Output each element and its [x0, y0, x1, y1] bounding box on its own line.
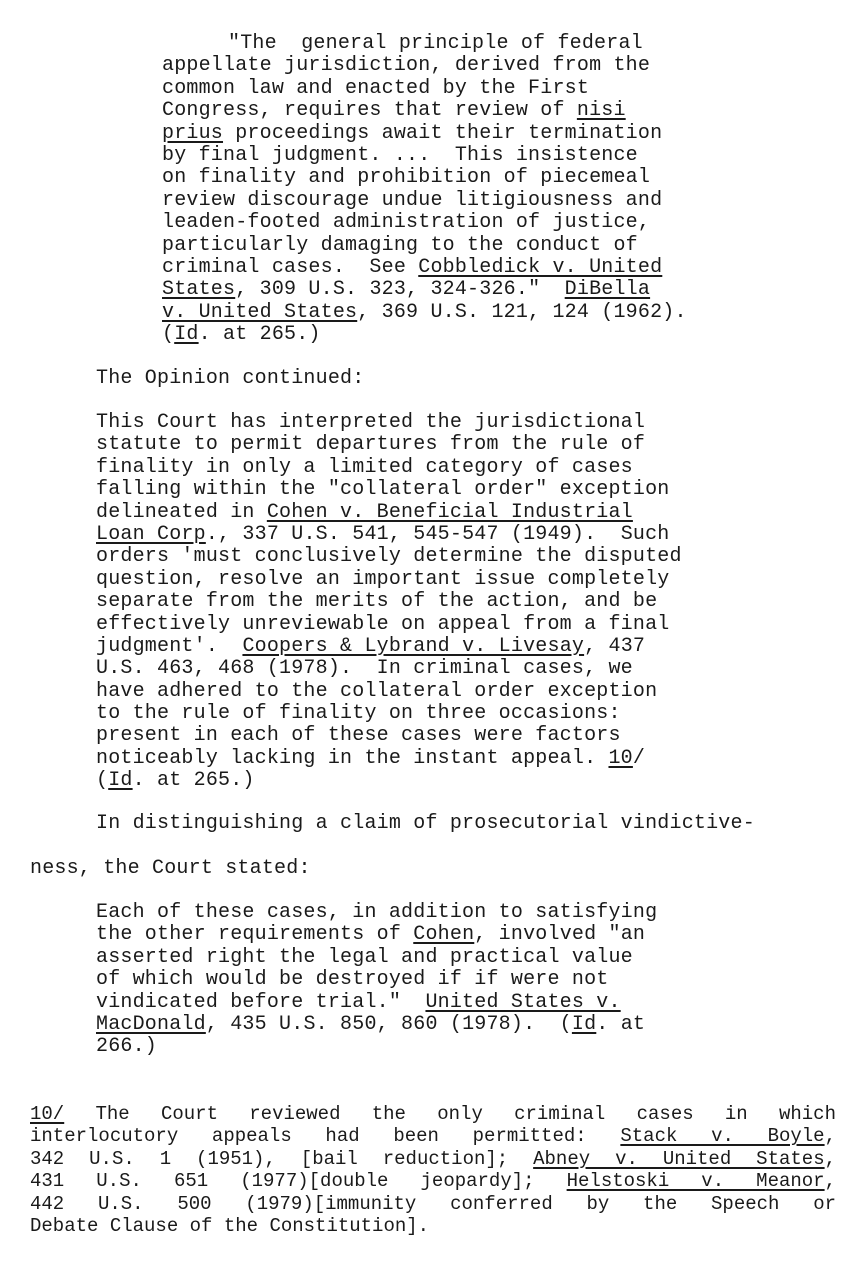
text-line — [162, 33, 687, 55]
text-run: , involved "an — [474, 923, 646, 947]
text-run: , 369 U.S. 121, 124 (1962). — [357, 300, 687, 324]
text-run: particularly damaging to the conduct of — [162, 233, 638, 257]
text-run: proceedings await their termination — [223, 121, 663, 145]
text-run: , — [824, 1125, 836, 1148]
text-run: appellate jurisdiction, derived from the — [162, 54, 651, 78]
text-run: separate from the merits of the action, and be — [96, 590, 658, 614]
text-line — [96, 969, 657, 991]
text-line — [96, 636, 682, 658]
text-run: statute to permit departures from the rule of — [96, 433, 646, 457]
text-run: question, resolve an important issue completely — [96, 567, 670, 591]
text-run: , — [824, 1170, 836, 1193]
underlined-term: prius — [162, 121, 224, 145]
text-line — [96, 748, 682, 770]
text-line — [30, 1193, 836, 1215]
text-run: ness, the Court stated: — [30, 856, 311, 880]
text-run: Each of these cases, in addition to satisfying — [96, 901, 658, 924]
id-reference: Id — [174, 323, 199, 347]
text-run: ( — [96, 769, 109, 793]
case-citation: Cohen — [413, 923, 475, 947]
text-line — [162, 235, 687, 257]
text-run: the other requirements of — [96, 923, 414, 947]
text-run: delineated in — [96, 500, 267, 524]
text-line — [96, 902, 657, 924]
case-citation: DiBella — [564, 278, 651, 302]
text-line — [96, 479, 682, 501]
text-line — [162, 55, 687, 77]
text-line — [162, 78, 687, 100]
text-run: . at 265.) — [132, 769, 255, 793]
text-line — [96, 591, 682, 613]
case-citation: v. United States — [162, 300, 358, 324]
text-run: 442 U.S. 500 (1979)[immunity conferred by the Speech or — [30, 1192, 836, 1215]
text-run: interlocutory appeals had been permitted: — [30, 1125, 621, 1148]
quote-block-3 — [96, 902, 657, 1059]
case-citation: Helstoski v. Meanor — [566, 1170, 825, 1193]
text-run: In distinguishing a claim of prosecutorial vindictive- — [96, 812, 755, 835]
text-run: of which would be destroyed if if were not — [96, 968, 609, 992]
text-run: review discourage undue litigiousness and — [162, 188, 663, 212]
text-line — [96, 703, 682, 725]
quote-block-1 — [162, 33, 687, 346]
text-run: The Court reviewed the only criminal cases in which — [64, 1103, 836, 1125]
text-run: , — [824, 1147, 836, 1170]
text-line — [96, 1036, 657, 1058]
case-citation: Stack v. Boyle — [620, 1125, 825, 1148]
footnote-marker: 10/ — [30, 1103, 65, 1125]
text-line — [96, 681, 682, 703]
case-citation: Loan Corp — [96, 522, 206, 546]
text-run: on finality and prohibition of piecemeal — [162, 166, 651, 190]
text-line — [96, 770, 682, 792]
text-line — [96, 658, 682, 680]
text-run: 342 U.S. 1 (1951), [bail reduction]; — [30, 1147, 534, 1170]
text-run: Debate Clause of the Constitution]. — [30, 1214, 430, 1237]
text-run: , 437 — [584, 634, 646, 658]
text-line — [96, 947, 657, 969]
paragraph-distinguishing — [30, 813, 755, 880]
text-run: This Court has interpreted the jurisdictional — [96, 411, 646, 434]
text-run: ., 337 U.S. 541, 545-547 (1949). Such — [205, 522, 670, 546]
text-line — [162, 324, 687, 346]
text-line — [162, 302, 687, 324]
text-line — [96, 546, 682, 568]
footnote-reference[interactable]: 10 — [608, 746, 633, 770]
case-citation: Cohen v. Beneficial Industrial — [266, 500, 633, 524]
text-run: . at — [596, 1012, 646, 1036]
text-run: , 309 U.S. 323, 324-326." — [235, 278, 565, 302]
text-line — [96, 457, 682, 479]
text-line — [162, 257, 687, 279]
text-line — [96, 502, 682, 524]
text-run: Congress, requires that review of — [162, 99, 577, 123]
text-line — [30, 813, 755, 835]
text-run: asserted right the legal and practical value — [96, 945, 633, 969]
text-line — [96, 412, 682, 434]
text-run: common law and enacted by the First — [162, 76, 590, 100]
text-run: orders 'must conclusively determine the disputed — [96, 545, 682, 569]
text-run: U.S. 463, 468 (1978). In criminal cases, we — [96, 657, 633, 681]
case-citation: Cobbledick v. United — [418, 255, 663, 279]
text-run: 266.) — [96, 1035, 158, 1059]
text-run: . at 265.) — [198, 323, 321, 347]
case-citation: Abney v. United States — [533, 1147, 825, 1170]
case-citation: MacDonald — [96, 1012, 206, 1036]
text-line — [96, 924, 657, 946]
text-run: finality in only a limited category of cases — [96, 455, 633, 479]
text-run: falling within the "collateral order" exception — [96, 478, 670, 502]
text-line — [30, 1215, 836, 1237]
text-line — [162, 279, 687, 301]
paragraph-opinion-continued — [96, 368, 364, 390]
text-line — [162, 212, 687, 234]
text-line — [96, 569, 682, 591]
text-run: ( — [162, 323, 175, 347]
text-line — [162, 190, 687, 212]
case-citation: States — [162, 278, 236, 302]
text-run: leaden-footed administration of justice, — [162, 211, 651, 235]
text-line — [162, 145, 687, 167]
underlined-term: nisi — [576, 99, 626, 123]
text-line — [162, 123, 687, 145]
text-line — [30, 1170, 836, 1192]
text-line — [30, 1148, 836, 1170]
text-run: vindicated before trial." — [96, 990, 426, 1014]
quote-block-2 — [96, 412, 682, 793]
id-reference: Id — [571, 1012, 597, 1036]
text-run: effectively unreviewable on appeal from a final — [96, 612, 670, 636]
case-citation: Coopers & Lybrand v. Livesay — [242, 634, 585, 658]
text-line — [96, 614, 682, 636]
footnote — [30, 1103, 836, 1237]
text-line — [96, 1014, 657, 1036]
text-line — [96, 434, 682, 456]
text-run: noticeably lacking in the instant appeal. — [96, 746, 609, 770]
text-run: to the rule of finality on three occasions: — [96, 702, 621, 726]
id-reference: Id — [108, 769, 133, 793]
text-run: , 435 U.S. 850, 860 (1978). ( — [205, 1012, 572, 1036]
text-line — [162, 167, 687, 189]
text-run: The Opinion continued: — [96, 367, 365, 390]
text-line — [96, 368, 364, 390]
text-run: judgment'. — [96, 634, 243, 658]
text-run: / — [632, 746, 646, 770]
text-run: 431 U.S. 651 (1977)[double jeopardy]; — [30, 1170, 567, 1193]
text-run: present in each of these cases were factors — [96, 724, 621, 748]
text-run: by final judgment. ... This insistence — [162, 143, 638, 167]
text-line — [96, 524, 682, 546]
text-line — [30, 858, 755, 880]
text-line — [162, 100, 687, 122]
case-citation: United States v. — [425, 990, 621, 1014]
text-line — [30, 1125, 836, 1147]
text-run: "The general principle of federal — [228, 32, 643, 55]
text-run: have adhered to the collateral order exception — [96, 679, 658, 703]
text-line — [30, 1103, 836, 1125]
text-line — [96, 725, 682, 747]
text-line — [96, 992, 657, 1014]
text-run: criminal cases. See — [162, 255, 419, 279]
